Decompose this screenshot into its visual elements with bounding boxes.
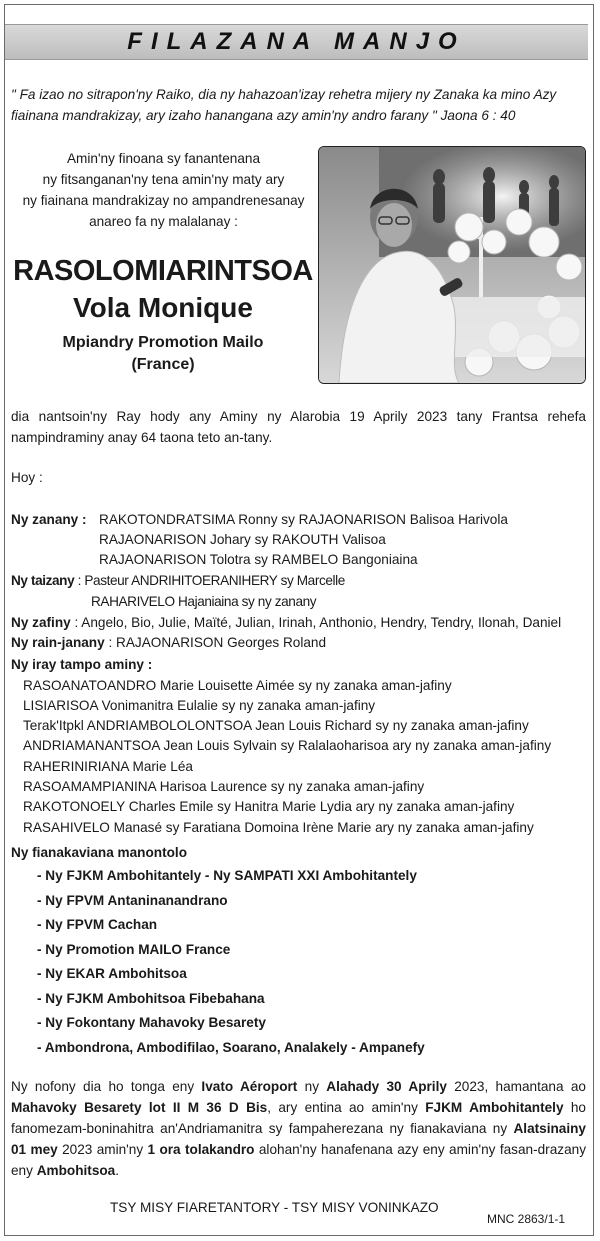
footer-note: TSY MISY FIARETANTORY - TSY MISY VONINKAZO — [110, 1200, 439, 1215]
list-item: - Ny Promotion MAILO France — [37, 942, 231, 957]
list-item: RASOAMAMPIANINA Harisoa Laurence sy ny zanaka aman-jafiny — [23, 779, 425, 794]
intro-line: Amin'ny finoana sy fanantenana — [66, 151, 261, 166]
list-item: - Ny EKAR Ambohitsoa — [37, 966, 187, 981]
list-item: - Ny FJKM Ambohitsoa Fibebahana — [37, 991, 265, 1006]
list-item: RAJAONARISON Johary sy RAKOUTH Valisoa — [99, 532, 386, 547]
intro-text — [12, 148, 315, 232]
death-notice: dia nantsoin'ny Ray hody any Aminy ny Alarobia 19 Aprily 2023 tany Frantsa rehefa nampindraminy anay 64 taona teto an-tany. — [11, 409, 586, 445]
list-item: RASAHIVELO Manasé sy Faratiana Domoina Irène Marie ary ny zanaka aman-jafiny — [23, 820, 534, 835]
deceased-given-name: Vola Monique — [73, 292, 253, 323]
list-item: Terak'Itpkl ANDRIAMBOLOLONTSOA Jean Louis Richard sy ny zanaka aman-jafiny — [23, 718, 529, 733]
list-item: - Ambondrona, Ambodifilao, Soarano, Analakely - Ampanefy — [37, 1040, 425, 1055]
zafiny-row: Ny zafiny : Angelo, Bio, Julie, Maïté, Julian, Irinah, Anthonio, Hendry, Tendry, Ilonah, Daniel — [11, 615, 562, 630]
list-item: RAHARIVELO Hajaniaina sy ny zanany — [91, 594, 317, 609]
notice-header — [5, 24, 588, 60]
intro-line: anareo fa ny malalanay : — [89, 214, 238, 229]
notice-title: FILAZANA MANJO — [127, 28, 466, 55]
list-item: RAKOTONOELY Charles Emile sy Hanitra Marie Lydia ary ny zanaka aman-jafiny — [23, 799, 515, 814]
iray-tampo-label: Ny iray tampo aminy : — [11, 657, 153, 672]
list-item: RAKOTONDRATSIMA Ronny sy RAJAONARISON Balisoa Harivola — [99, 512, 508, 527]
deceased-surname: RASOLOMIARINTSOA — [13, 255, 313, 287]
zanany-label: Ny zanany : — [11, 512, 87, 527]
intro-line: ny fiainana mandrakizay no ampandrenesanay — [22, 193, 305, 208]
portrait-photo — [318, 146, 586, 384]
deceased-place: (France) — [131, 356, 195, 373]
list-item: - Ny FJKM Ambohitantely - Ny SAMPATI XXI Ambohitantely — [37, 868, 417, 883]
list-item: RAHERINIRIANA Marie Léa — [23, 759, 193, 774]
list-item: - Ny Fokontany Mahavoky Besarety — [37, 1015, 266, 1030]
intro-line: ny fitsanganan'ny tena amin'ny maty ary — [42, 172, 285, 187]
list-item: RASOANATOANDRO Marie Louisette Aimée sy ny zanaka aman-jafiny — [23, 678, 452, 693]
reference-code: MNC 2863/1-1 — [487, 1212, 566, 1226]
hoy-label: Hoy : — [11, 470, 43, 485]
fianakaviana-label: Ny fianakaviana manontolo — [11, 845, 188, 860]
portrait-photo-image — [319, 147, 585, 383]
list-item: LISIARISOA Vonimanitra Eulalie sy ny zanaka aman-jafiny — [23, 698, 376, 713]
taizany-row: Ny taizany : Pasteur ANDRIHITOERANIHERY sy Marcelle — [11, 573, 345, 588]
list-item: - Ny FPVM Antaninanandrano — [37, 893, 228, 908]
list-item: ANDRIAMANANTSOA Jean Louis Sylvain sy Ralalaoharisoa ary ny zanaka aman-jafiny — [23, 738, 552, 753]
bible-verse: " Fa izao no sitrapon'ny Raiko, dia ny hahazoan'izay rehetra mijery ny Zanaka ka mino Azy fiainana mandrakizay, ary izaho hanangana azy amin'ny andro farany " Jaona 6 : 40 — [11, 87, 557, 123]
rain-janany-row: Ny rain-janany : RAJAONARISON Georges Roland — [11, 635, 327, 650]
deceased-role: Mpiandry Promotion Mailo — [62, 334, 264, 351]
funeral-details: Ny nofony dia ho tonga eny Ivato Aéroport ny Alahady 30 Aprily 2023, hamantana ao Mahavoky Besarety lot II M 36 D Bis, ary entina ao amin'ny FJKM Ambohitantely ho fanomezam-boninahitra an'Andriamanitra sy fampaherezana ny fianakaviana ny Alatsinainy 01 mey 2023 amin'ny 1 ora tolakandro alohan'ny hanafenana azy eny amin'ny fasan-drazany eny Ambohitsoa. — [11, 1079, 586, 1178]
list-item: - Ny FPVM Cachan — [37, 917, 158, 932]
list-item: RAJAONARISON Tolotra sy RAMBELO Bangoniaina — [99, 552, 418, 567]
